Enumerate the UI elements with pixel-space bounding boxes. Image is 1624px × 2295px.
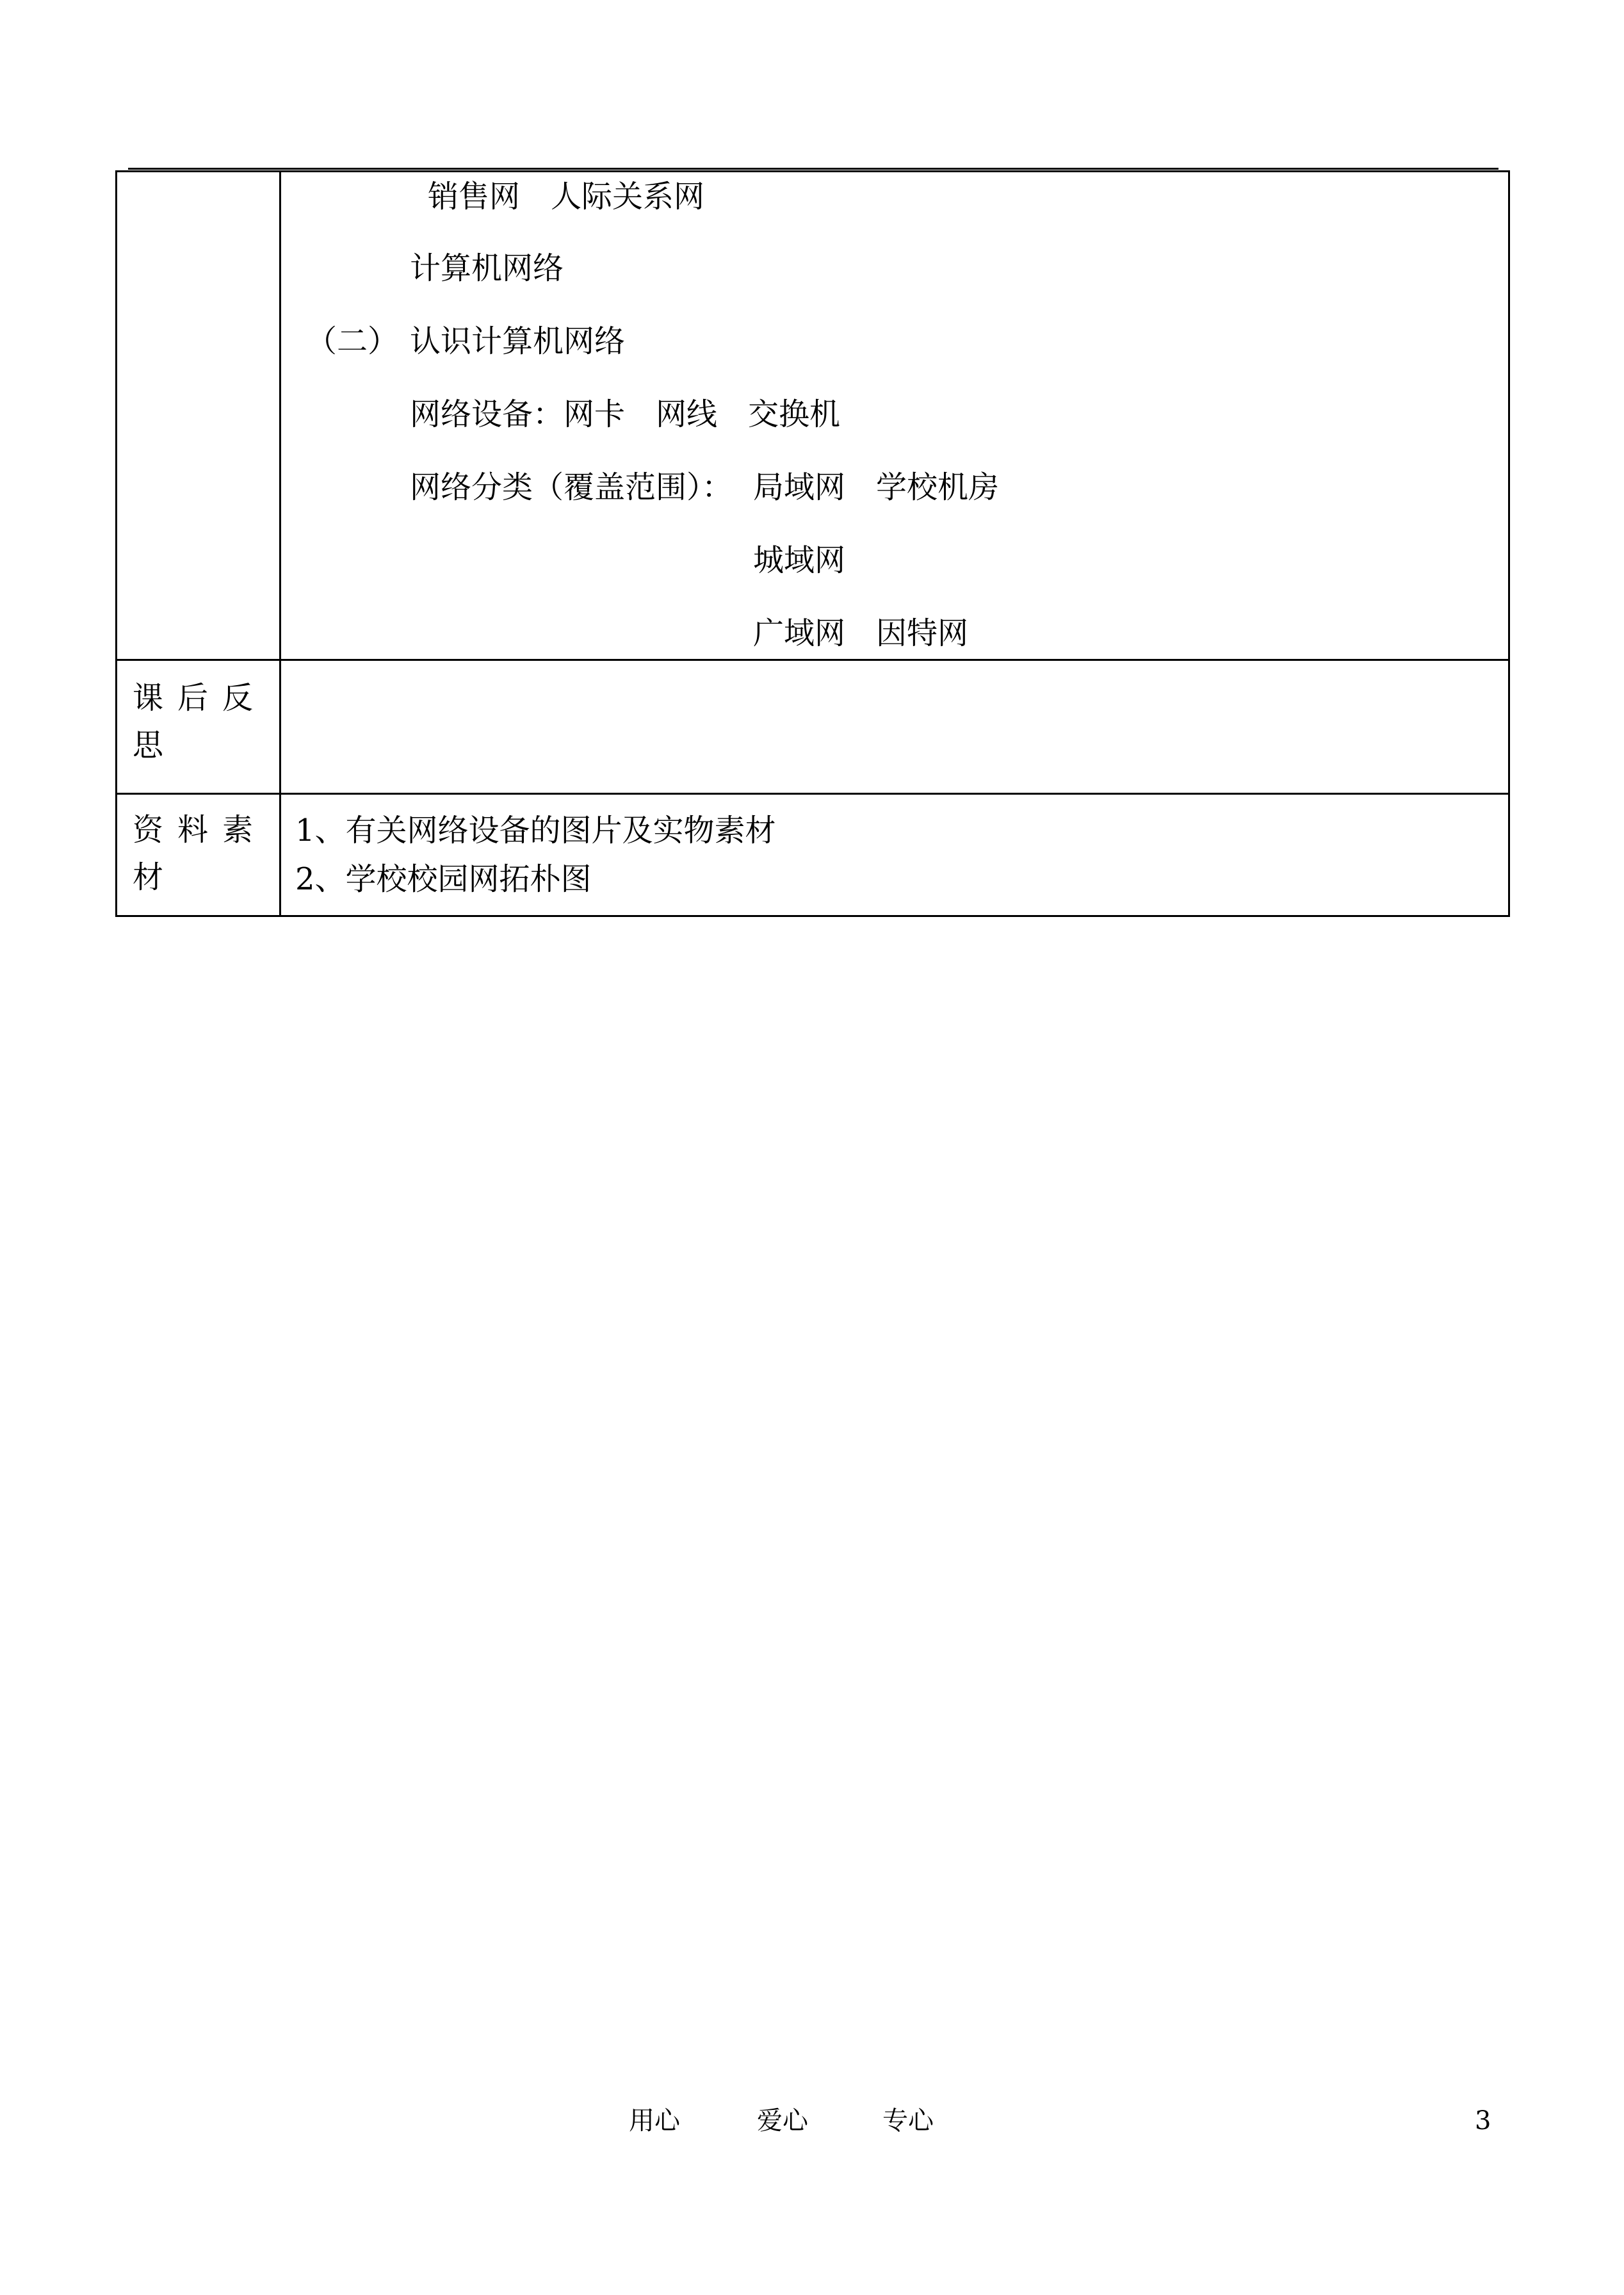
footer-slogan-2: 爱心 — [757, 2106, 808, 2136]
lesson-table — [115, 170, 1510, 917]
section-2-number: （二） — [306, 323, 399, 359]
materials-item: 1、有关网络设备的图片及实物素材 — [295, 813, 776, 848]
column-divider — [279, 172, 281, 915]
content-line-sales-network: 销售网 人际关系网 — [428, 179, 705, 215]
footer-slogan-3: 专心 — [882, 2106, 934, 2136]
page-number: 3 — [1475, 2106, 1491, 2136]
materials-item: 2、学校校园网拓朴图 — [295, 861, 592, 897]
row-divider-materials — [117, 793, 1508, 795]
content-line-network-devices: 网络设备：网卡 网线 交换机 — [410, 396, 841, 432]
materials-label: 资料素材 — [133, 812, 268, 895]
content-line-category-label: 网络分类（覆盖范围）： — [410, 469, 733, 505]
section-2-title: 认识计算机网络 — [410, 323, 626, 359]
content-line-lan: 局域网 学校机房 — [753, 469, 1000, 505]
reflection-label: 课后反思 — [133, 680, 268, 763]
content-line-computer-network: 计算机网络 — [410, 250, 564, 286]
row-divider-reflection — [117, 659, 1508, 661]
header-rule — [128, 168, 1498, 170]
footer-slogan-1: 用心 — [629, 2106, 680, 2136]
content-line-wan: 广域网 因特网 — [753, 615, 969, 651]
content-line-man: 城域网 — [753, 542, 846, 578]
